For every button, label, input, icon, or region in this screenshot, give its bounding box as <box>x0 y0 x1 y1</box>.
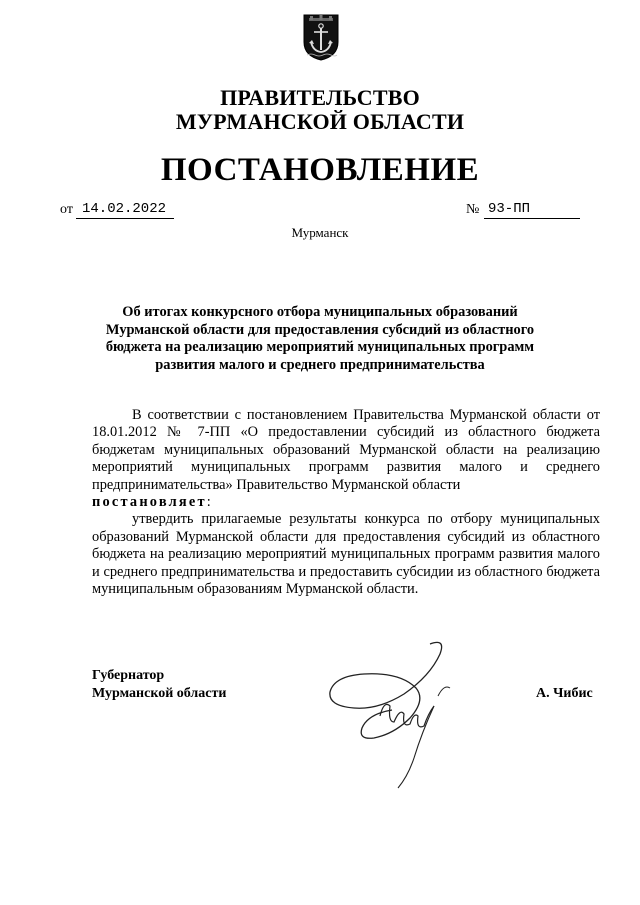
decree-colon: : <box>206 494 211 511</box>
subject-line: развития малого и среднего предпринимательства <box>155 356 485 373</box>
signatory-position-line2: Мурманской области <box>92 686 227 701</box>
subject-line: бюджета на реализацию мероприятий муниципальных программ <box>105 339 535 356</box>
document-body <box>92 407 600 598</box>
subject-line: Мурманской области для предоставления субсидий из областного <box>105 321 535 338</box>
date-underline <box>76 218 174 219</box>
number-prefix: № <box>466 202 480 217</box>
coat-of-arms-icon <box>301 12 341 62</box>
document-number: 93-ПП <box>488 201 531 217</box>
decree-line <box>92 494 600 511</box>
number-underline <box>484 218 580 219</box>
city-name: Мурманск <box>291 225 349 240</box>
subject-line: Об итогах конкурсного отбора муниципальных образований <box>122 304 518 320</box>
handwritten-signature <box>318 636 468 796</box>
government-title-line1: ПРАВИТЕЛЬСТВО <box>220 85 420 110</box>
signatory-name: А. Чибис <box>536 686 593 701</box>
decree-word: постановляет <box>92 494 207 511</box>
date-prefix: от <box>60 202 73 217</box>
document-type: ПОСТАНОВЛЕНИЕ <box>160 152 480 188</box>
signatory-position-line1: Губернатор <box>92 668 165 683</box>
document-subject <box>90 304 550 374</box>
document-date: 14.02.2022 <box>82 201 167 217</box>
body-paragraph-preamble: В соответствии с постановлением Правительства Мурманской области от 18.01.2012 № 7-ПП «О предоставлении субсидий из областного бюджета бюджетам муниципальных образований Мурманской области на реализацию мероприятий муниципальных программ развития малого и среднего предпринимательства» Правительство Мурманской области <box>92 407 600 493</box>
body-paragraph-resolution: утвердить прилагаемые результаты конкурса по отбору муниципальных образований Мурманской области для предоставления субсидий из областного бюджета на реализацию мероприятий муниципальных программ развития малого и среднего предпринимательства и предоставить субсидии из областного бюджета муниципальным образованиям Мурманской области. <box>92 511 600 598</box>
government-title-line2: МУРМАНСКОЙ ОБЛАСТИ <box>175 109 465 134</box>
